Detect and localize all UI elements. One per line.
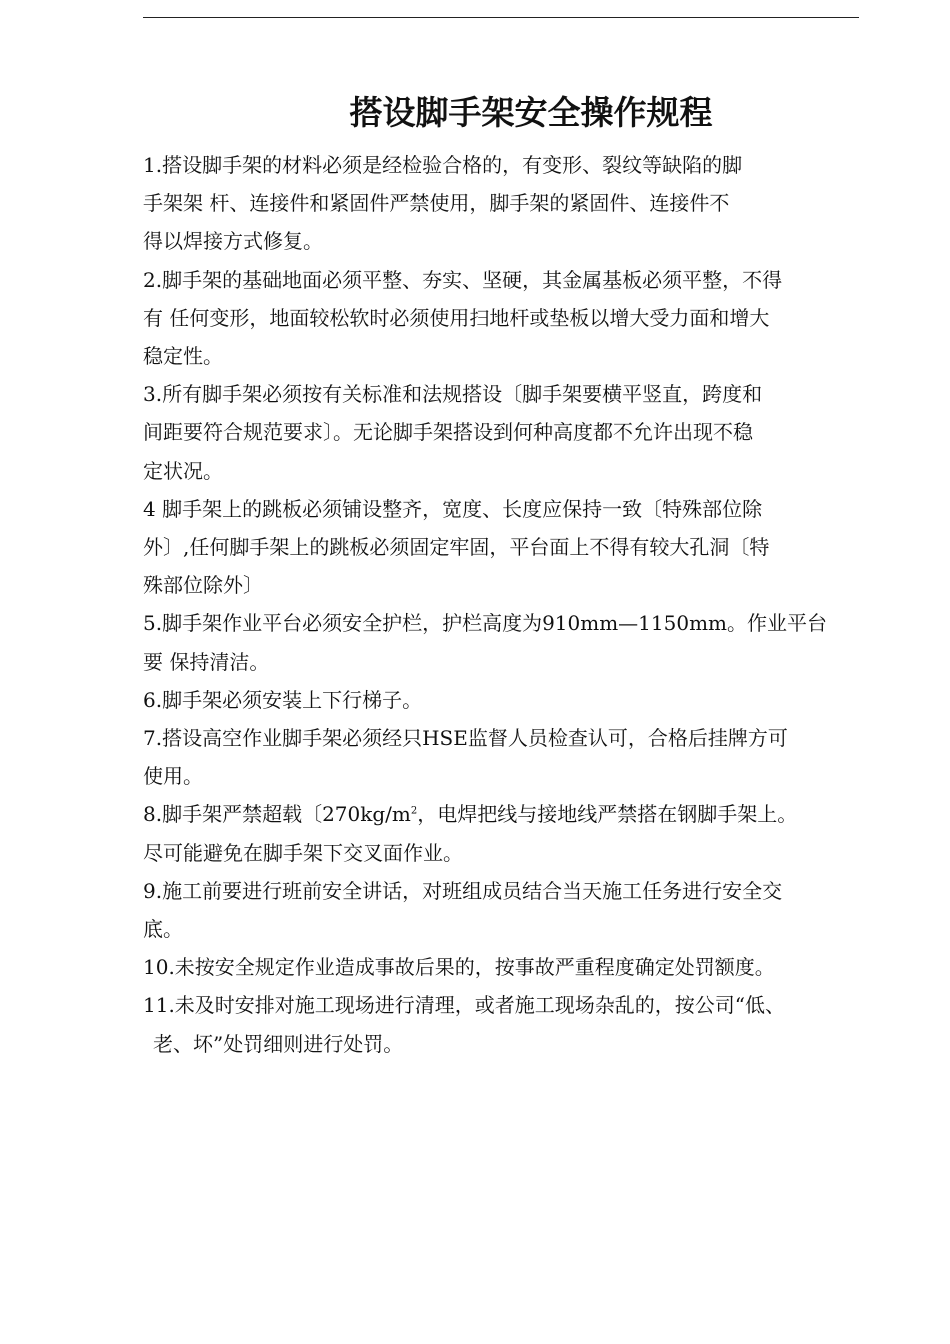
superscript-exponent: 2 (410, 805, 418, 817)
clause-line: 2.脚手架的基础地面必须平整、夯实、坚硬，其金属基板必须平整，不得 (143, 267, 783, 292)
clause-5 (143, 604, 863, 680)
clause-8 (143, 795, 863, 871)
clause-line: 有 任何变形，地面较松软时必须使用扫地杆或垫板以增大受力面和增大 (143, 305, 770, 330)
clause-line: 5.脚手架作业平台必须安全护栏，护栏高度为910mm—1150mm。作业平台 (143, 611, 828, 636)
clause-line: 4 脚手架上的跳板必须铺设整齐，宽度、长度应保持一致〔特殊部位除 (143, 496, 763, 521)
clause-line: 底。 (143, 917, 183, 942)
clause-10 (143, 948, 863, 986)
clause-line: 3.所有脚手架必须按有关标准和法规搭设〔脚手架要横平竖直，跨度和 (143, 382, 763, 407)
clause-line (143, 795, 863, 833)
clause-line: 稳定性。 (143, 344, 223, 369)
clause-line: 9.施工前要进行班前安全讲话，对班组成员结合当天施工任务进行安全交 (143, 878, 783, 903)
clause-6 (143, 681, 863, 719)
clause-line: 10.未按安全规定作业造成事故后果的，按事故严重程度确定处罚额度。 (143, 955, 775, 980)
clause-11 (143, 986, 863, 1062)
clause-line: 要 保持清洁。 (143, 649, 270, 674)
clause-line: 手架架 杆、连接件和紧固件严禁使用，脚手架的紧固件、连接件不 (143, 191, 730, 216)
clause-line: 7.搭设高空作业脚手架必须经只HSE监督人员检查认可，合格后挂牌方可 (143, 726, 788, 751)
clause-line: 尽可能避免在脚手架下交叉面作业。 (143, 840, 463, 865)
clause-2 (143, 261, 863, 376)
clause-3 (143, 375, 863, 490)
clause-line: 老、坏”处罚细则进行处罚。 (153, 1031, 404, 1056)
clause-line: 得以焊接方式修复。 (143, 229, 323, 254)
clause-text: ，电焊把线与接地线严禁搭在钢脚手架上。 (417, 802, 798, 827)
document-title: 搭设脚手架安全操作规程 (349, 93, 713, 132)
clause-list (143, 146, 863, 1063)
clause-line: 11.未及时安排对施工现场进行清理，或者施工现场杂乱的，按公司“低、 (143, 993, 786, 1018)
clause-9 (143, 872, 863, 948)
clause-line: 6.脚手架必须安装上下行梯子。 (143, 687, 423, 712)
clause-line: 1.搭设脚手架的材料必须是经检验合格的，有变形、裂纹等缺陷的脚 (143, 153, 743, 177)
clause-line: 使用。 (143, 764, 203, 789)
clause-1 (143, 146, 863, 261)
clause-line: 定状况。 (143, 458, 223, 483)
clause-line: 外〕,任何脚手架上的跳板必须固定牢固，平台面上不得有较大孔洞〔特 (143, 535, 770, 560)
clause-line: 殊部位除外〕 (143, 573, 263, 598)
clause-7 (143, 719, 863, 795)
clause-4 (143, 490, 863, 605)
header-rule (143, 17, 859, 18)
clause-line: 间距要符合规范要求〕。无论脚手架搭设到何种高度都不允许出现不稳 (143, 420, 753, 445)
clause-text: 8.脚手架严禁超载〔270kg/m (143, 802, 411, 827)
